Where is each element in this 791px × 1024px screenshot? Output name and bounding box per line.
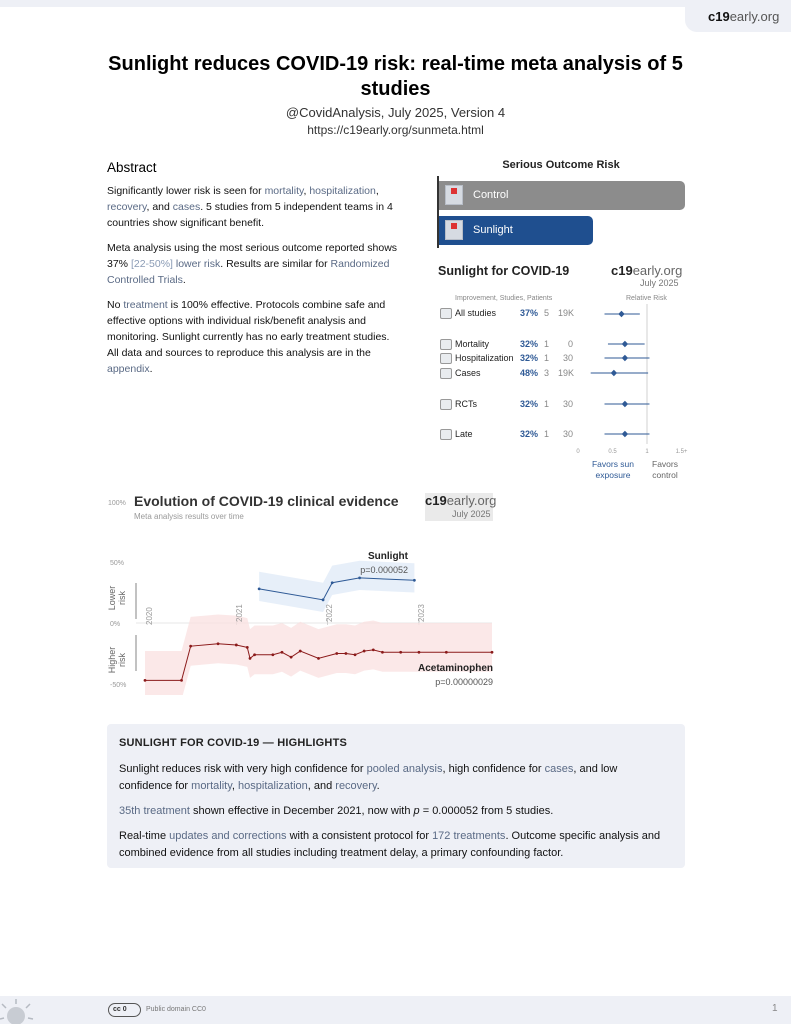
- highlights-heading: SUNLIGHT FOR COVID-19 — HIGHLIGHTS: [119, 737, 348, 749]
- year-2020: 2020: [145, 607, 154, 625]
- evolution-title: Evolution of COVID-19 clinical evidence: [134, 493, 399, 509]
- brand-bold: c19: [425, 493, 447, 508]
- 35th-treatment-link[interactable]: 35th treatment: [119, 805, 190, 817]
- row-patients: 30: [562, 353, 573, 363]
- text: Meta analysis using the most serious outcome reported shows 37%: [107, 242, 398, 270]
- cases-link[interactable]: cases: [544, 763, 574, 775]
- text: is 100% effective. Protocols combine safe and effective options with individual risk/benefit analysis and monitoring. Sunlight currently has no early treatment studies. All data and sources to reproduce this analysis are in the: [107, 299, 390, 359]
- abstract-paragraph-3: [107, 297, 403, 377]
- recovery-link[interactable]: recovery: [335, 780, 377, 792]
- abstract-paragraph-1: [107, 183, 403, 231]
- data-point: [322, 598, 325, 601]
- lower-risk-label: Lower risk: [107, 585, 127, 611]
- data-point: [144, 679, 147, 682]
- row-improvement: 32%: [519, 353, 538, 363]
- sunlight-p-value: p=0.000052: [360, 565, 408, 575]
- row-patients: 30: [562, 399, 573, 409]
- abstract: [107, 160, 403, 386]
- row-improvement: 32%: [519, 399, 538, 409]
- row-improvement: 48%: [519, 368, 538, 378]
- text: . 5 studies from 5 independent teams in 4 countries show significant benefit.: [107, 201, 393, 229]
- data-point: [180, 679, 183, 682]
- row-studies: 5: [544, 308, 550, 318]
- brand-bold: c19: [611, 263, 633, 278]
- y-label-neg50: -50%: [110, 682, 127, 689]
- mortality-link[interactable]: mortality: [191, 780, 232, 792]
- data-point: [335, 652, 338, 655]
- row-patients: 19K: [558, 368, 575, 378]
- hospitalization-link[interactable]: hospitalization: [238, 780, 308, 792]
- row-improvement: 32%: [519, 429, 538, 439]
- data-point: [381, 651, 384, 654]
- page-number: 1: [772, 1003, 778, 1014]
- data-point: [344, 652, 347, 655]
- updates-link[interactable]: updates and corrections: [169, 830, 287, 842]
- page-title: Sunlight reduces COVID-19 risk: real-time meta analysis of 5 studies: [108, 53, 683, 100]
- year-2022: 2022: [325, 604, 334, 622]
- hospital-icon: [440, 353, 452, 364]
- text: , and: [146, 201, 173, 213]
- year-2023: 2023: [417, 604, 426, 622]
- effect-marker: [618, 311, 624, 317]
- axis-tick-label: 0: [576, 449, 580, 455]
- abstract-paragraph-2: [107, 240, 403, 288]
- row-improvement: 32%: [519, 339, 538, 349]
- favors-sun-exposure: Favors sun exposure: [591, 459, 635, 480]
- row-label: Mortality: [455, 339, 490, 349]
- row-label: RCTs: [455, 399, 477, 409]
- control-bar: [439, 181, 685, 210]
- byline: @CovidAnalysis, July 2025, Version 4: [285, 105, 506, 120]
- text: . Outcome specific analysis and combined evidence from all studies including treatment delay, a primary confounding factor.: [119, 830, 661, 859]
- axis-tick-label: 0.5: [608, 449, 617, 455]
- row-studies: 1: [544, 429, 550, 439]
- data-point: [249, 657, 252, 660]
- studies-icon: [440, 308, 452, 319]
- serious-outcome-title: Serious Outcome Risk: [502, 159, 620, 171]
- brand-name: [425, 493, 496, 508]
- data-point: [445, 651, 448, 654]
- highlights-paragraph-2: [119, 803, 673, 820]
- forest-plot: [570, 300, 690, 460]
- lower-risk-link[interactable]: lower risk: [172, 258, 221, 270]
- acetaminophen-series-label: Acetaminophen: [417, 663, 493, 674]
- text: , and: [307, 780, 336, 792]
- cases-icon: [440, 368, 452, 379]
- page-url[interactable]: https://c19early.org/sunmeta.html: [307, 123, 484, 137]
- forest-header-right: Relative Risk: [626, 295, 667, 302]
- data-point: [413, 579, 416, 582]
- brand-light: early.org: [446, 493, 497, 508]
- site-brand-link[interactable]: [685, 0, 791, 32]
- forest-title: Sunlight for COVID-19: [438, 264, 570, 278]
- axis-tick-label: 1: [645, 449, 649, 455]
- data-point: [246, 646, 249, 649]
- data-point: [189, 645, 192, 648]
- row-label: Hospitalization: [455, 353, 514, 363]
- row-patients: 19K: [558, 308, 575, 318]
- text: .: [149, 363, 153, 375]
- data-point: [363, 650, 366, 653]
- hospital-icon: [445, 220, 463, 240]
- highlights-paragraph-3: [119, 828, 673, 862]
- higher-risk-label: Higher risk: [107, 646, 127, 674]
- row-label: Late: [455, 429, 473, 439]
- text: .: [376, 780, 380, 792]
- row-patients: 0: [567, 339, 573, 349]
- treatments-link[interactable]: 172 treatments: [432, 830, 506, 842]
- p-symbol: p: [413, 805, 420, 817]
- data-point: [299, 650, 302, 653]
- evolution-pct-top: 100%: [108, 500, 126, 507]
- sunlight-bar: [439, 216, 593, 245]
- brand-bold: c19: [708, 9, 730, 24]
- hospital-icon: [445, 185, 463, 205]
- effect-marker: [622, 341, 628, 347]
- data-point: [217, 642, 220, 645]
- effect-marker: [622, 355, 628, 361]
- data-point: [399, 651, 402, 654]
- cc0-badge[interactable]: cc 0: [108, 1003, 141, 1017]
- text: Sunlight reduces risk with very high confidence for: [119, 763, 367, 775]
- data-point: [354, 653, 357, 656]
- data-point: [290, 656, 293, 659]
- license-text: Public domain CC0: [146, 1006, 206, 1013]
- highlights-paragraph-1: [119, 761, 673, 795]
- forest-brand: [611, 263, 682, 278]
- forest-date: July 2025: [640, 278, 679, 288]
- data-point: [281, 651, 284, 654]
- row-label: Cases: [455, 368, 481, 378]
- sunlight-label: Sunlight: [473, 224, 513, 236]
- favors-control: Favors control: [652, 459, 678, 480]
- effect-marker: [611, 370, 617, 376]
- hospitalization-link[interactable]: hospitalization: [309, 185, 376, 197]
- data-point: [271, 653, 274, 656]
- row-improvement: 37%: [519, 308, 538, 318]
- data-point: [253, 653, 256, 656]
- data-point: [418, 651, 421, 654]
- brand-light: early.org: [729, 9, 780, 24]
- rct-icon: [440, 399, 452, 410]
- data-point: [358, 576, 361, 579]
- row-studies: 3: [544, 368, 550, 378]
- row-label: All studies: [455, 308, 497, 318]
- text: = 0.000052 from 5 studies.: [419, 805, 554, 817]
- pooled-analysis-link[interactable]: pooled analysis: [366, 763, 443, 775]
- appendix-link[interactable]: appendix: [107, 363, 150, 375]
- y-label-50: 50%: [110, 560, 125, 567]
- recovery-link[interactable]: recovery: [107, 201, 147, 213]
- treatment-link[interactable]: treatment: [123, 299, 168, 311]
- text: Significantly lower risk is seen for: [107, 185, 265, 197]
- evolution-date: July 2025: [452, 509, 491, 519]
- abstract-heading: Abstract: [107, 160, 157, 175]
- effect-marker: [622, 431, 628, 437]
- data-point: [491, 651, 494, 654]
- mortality-icon: [440, 339, 452, 350]
- text: shown effective in December 2021, now with: [189, 805, 414, 817]
- late-treatment-icon: [440, 429, 452, 440]
- forest-header-left: Improvement, Studies, Patients: [455, 295, 553, 302]
- text: Real-time: [119, 830, 170, 842]
- evolution-brand: [425, 493, 497, 521]
- evolution-subtitle: Meta analysis results over time: [134, 512, 244, 521]
- text: , high confidence for: [442, 763, 545, 775]
- row-studies: 1: [544, 339, 550, 349]
- y-label-0: 0%: [110, 621, 121, 628]
- data-point: [372, 648, 375, 651]
- highlights-panel: [107, 724, 685, 868]
- text: with a consistent protocol for: [286, 830, 433, 842]
- text: ,: [375, 185, 379, 197]
- data-point: [235, 644, 238, 647]
- text: .: [182, 274, 186, 286]
- data-point: [258, 587, 261, 590]
- effect-marker: [622, 401, 628, 407]
- year-2021: 2021: [235, 604, 244, 622]
- data-point: [317, 657, 320, 660]
- text: , and low confidence for: [119, 763, 618, 792]
- row-studies: 1: [544, 399, 550, 409]
- cases-link[interactable]: cases: [172, 201, 201, 213]
- rct-link[interactable]: Randomized Controlled Trials: [107, 258, 390, 286]
- virus-icon: [0, 994, 40, 1024]
- axis-tick-label: 1.5+: [675, 449, 688, 455]
- text: ,: [231, 780, 239, 792]
- row-patients: 30: [562, 429, 573, 439]
- acetaminophen-p-value: p=0.00000029: [435, 677, 493, 687]
- brand-light: early.org: [632, 263, 683, 278]
- text: ,: [303, 185, 310, 197]
- sunlight-series-label: Sunlight: [368, 551, 408, 562]
- ci-link[interactable]: [22-50%]: [130, 258, 173, 270]
- row-studies: 1: [544, 353, 550, 363]
- data-point: [331, 581, 334, 584]
- control-label: Control: [473, 189, 509, 201]
- text: . Results are similar for: [220, 258, 331, 270]
- mortality-link[interactable]: mortality: [264, 185, 304, 197]
- top-bar: [0, 0, 791, 7]
- text: No: [107, 299, 124, 311]
